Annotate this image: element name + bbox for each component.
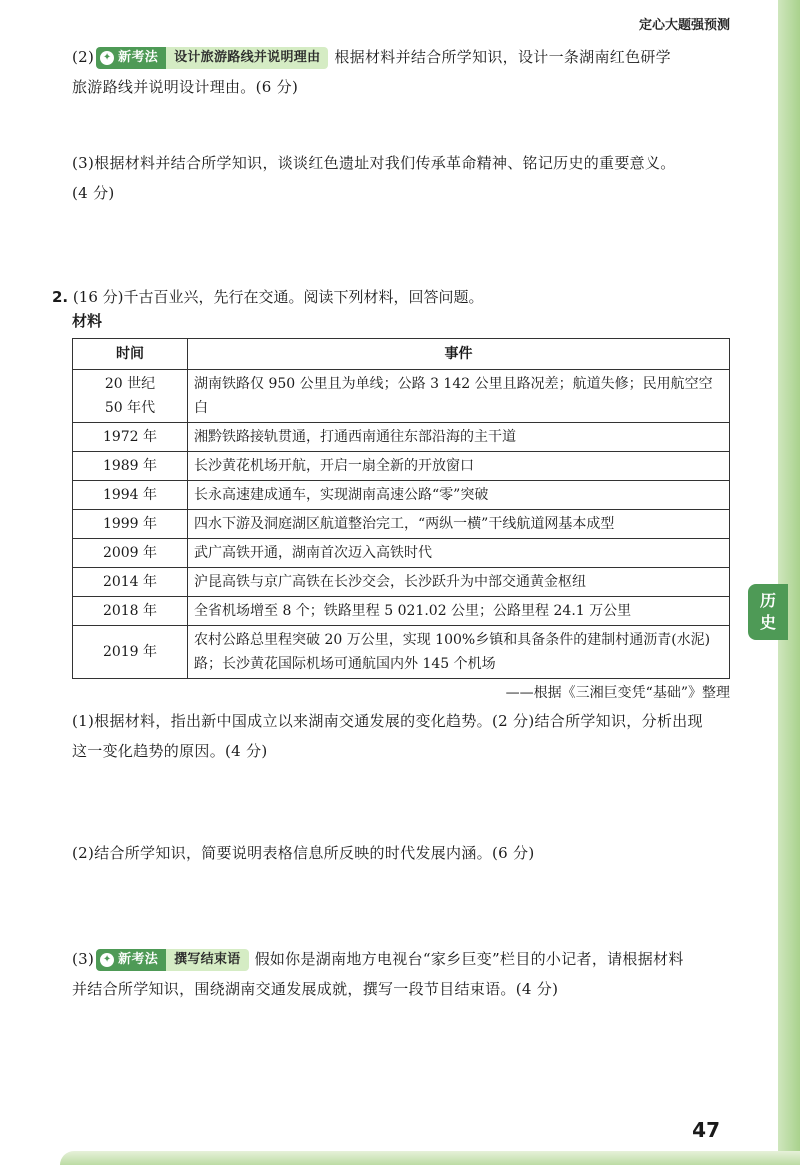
table-cell-event: 湖南铁路仅 950 公里且为单线；公路 3 142 公里且路况差；航道失修；民用航空空白 — [188, 370, 730, 423]
table-header-event: 事件 — [188, 339, 730, 370]
q1-part3-line2: (4 分) — [72, 184, 115, 202]
q2-intro — [52, 282, 752, 312]
page-bottom-decoration — [60, 1151, 800, 1165]
page-number: 47 — [692, 1118, 720, 1142]
header-title: 定心大题强预测 — [638, 18, 730, 33]
lightbulb-icon: ✦ — [100, 51, 114, 65]
table-cell-event: 全省机场增至 8 个；铁路里程 5 021.02 公里；公路里程 24.1 万公里 — [188, 597, 730, 626]
q1-part3 — [72, 148, 737, 208]
subject-side-tab — [748, 584, 788, 640]
material-source: ——根据《三湘巨变凭“基础”》整理 — [505, 685, 730, 701]
side-tab-char-2: 史 — [759, 613, 776, 632]
q2-part1-line2: 这一变化趋势的原因。(4 分) — [72, 742, 268, 760]
side-tab-char-1: 历 — [759, 591, 776, 610]
table-cell-time: 1994 年 — [73, 481, 188, 510]
q1-part2-line1 — [72, 42, 737, 72]
q2-part3-number: (3) — [72, 950, 95, 968]
badge-text: 设计旅游路线并说明理由 — [166, 47, 328, 69]
table-row — [73, 568, 730, 597]
badge-tag: 新考法 — [118, 952, 159, 967]
badge-text: 撰写结束语 — [166, 949, 249, 971]
table-cell-event: 湘黔铁路接轨贯通，打通西南通往东部沿海的主干道 — [188, 423, 730, 452]
table-cell-event: 四水下游及洞庭湖区航道整治完工，“两纵一横”干线航道网基本成型 — [188, 510, 730, 539]
table-cell-event: 武广高铁开通，湖南首次迈入高铁时代 — [188, 539, 730, 568]
table-cell-time: 1972 年 — [73, 423, 188, 452]
table-header-row — [73, 339, 730, 370]
q2-part2 — [72, 838, 737, 868]
events-table-body — [73, 370, 730, 679]
q2-part2-text: (2)结合所学知识，简要说明表格信息所反映的时代发展内涵。(6 分) — [72, 844, 535, 862]
q1-part2-text-line1: 根据材料并结合所学知识，设计一条湖南红色研学 — [334, 48, 671, 66]
q1-part2-text-line2: 旅游路线并说明设计理由。(6 分) — [72, 78, 299, 96]
table-cell-time: 2014 年 — [73, 568, 188, 597]
q1-part3-line1: (3)根据材料并结合所学知识，谈谈红色遗址对我们传承革命精神、铭记历史的重要意义。 — [72, 154, 676, 172]
q2-part3-text-line1: 假如你是湖南地方电视台“家乡巨变”栏目的小记者，请根据材料 — [254, 950, 684, 968]
table-row — [73, 539, 730, 568]
q1-part2 — [72, 42, 737, 102]
q2-part1-line1: (1)根据材料，指出新中国成立以来湖南交通发展的变化趋势。(2 分)结合所学知识，分析出现 — [72, 712, 703, 730]
q2-part1 — [72, 706, 737, 766]
table-row — [73, 370, 730, 423]
q2-part3-line1 — [72, 944, 737, 974]
badge-tag: 新考法 — [118, 50, 159, 65]
new-method-badge — [96, 47, 328, 69]
table-cell-time: 2018 年 — [73, 597, 188, 626]
page-edge-decoration — [778, 0, 800, 1165]
table-cell-event: 农村公路总里程突破 20 万公里，实现 100%乡镇和具备条件的建制村通沥青(水泥)路；长沙黄花国际机场可通航国内外 145 个机场 — [188, 626, 730, 679]
table-row — [73, 452, 730, 481]
table-row — [73, 510, 730, 539]
q2-part3-text-line2: 并结合所学知识，围绕湖南交通发展成就，撰写一段节目结束语。(4 分) — [72, 980, 559, 998]
table-cell-time: 1999 年 — [73, 510, 188, 539]
q2-number: 2. — [52, 288, 69, 306]
q1-part2-number: (2) — [72, 48, 95, 66]
table-cell-time: 2009 年 — [73, 539, 188, 568]
new-method-badge — [96, 949, 248, 971]
lightbulb-icon: ✦ — [100, 953, 114, 967]
q2-intro-text: (16 分)千古百业兴，先行在交通。阅读下列材料，回答问题。 — [72, 288, 484, 306]
table-row — [73, 626, 730, 679]
table-row — [73, 597, 730, 626]
table-row — [73, 481, 730, 510]
events-table — [72, 338, 730, 679]
material-label: 材料 — [72, 312, 103, 330]
table-header-time: 时间 — [73, 339, 188, 370]
table-cell-event: 长沙黄花机场开航，开启一扇全新的开放窗口 — [188, 452, 730, 481]
table-cell-time: 1989 年 — [73, 452, 188, 481]
table-row — [73, 423, 730, 452]
table-cell-time: 20 世纪 50 年代 — [73, 370, 188, 423]
table-cell-event: 沪昆高铁与京广高铁在长沙交会，长沙跃升为中部交通黄金枢纽 — [188, 568, 730, 597]
table-cell-time: 2019 年 — [73, 626, 188, 679]
q2-part3 — [72, 944, 737, 1004]
table-cell-event: 长永高速建成通车，实现湖南高速公路“零”突破 — [188, 481, 730, 510]
